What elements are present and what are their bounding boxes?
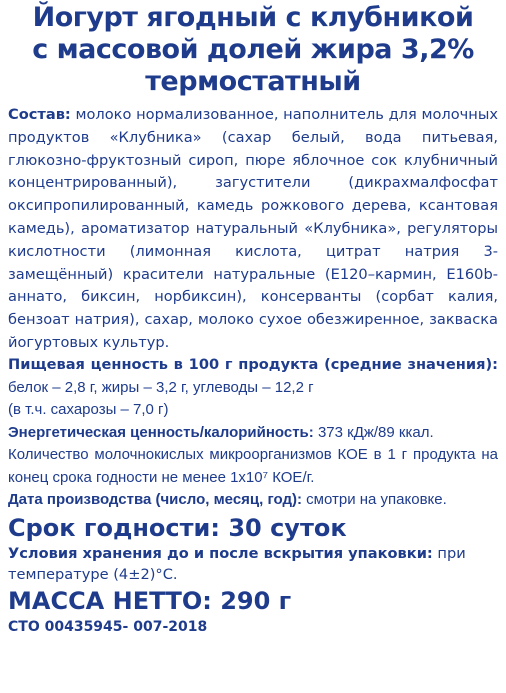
- microorganisms-text: Количество молочнокислых микроорганизмов КОЕ в 1 г продукта на конец срока годности не менее 1х10⁷ КОЕ/г.: [8, 446, 498, 486]
- nutrition-label: Пищевая ценность в 100 г продукта (средние значения):: [8, 355, 498, 373]
- composition-label: Состав:: [8, 106, 71, 123]
- standard-code: СТО 00435945- 007-2018: [8, 618, 208, 635]
- storage-label: Условия хранения до и после вскрытия упаковки:: [8, 544, 433, 562]
- nutrition-values: белок – 2,8 г, жиры – 3,2 г, углеводы – 12,2 г: [8, 378, 314, 396]
- shelf-life: Срок годности: 30 суток: [8, 513, 347, 542]
- energy-label: Энергетическая ценность/калорийность:: [8, 423, 314, 441]
- title-line-3: термостатный: [145, 66, 361, 97]
- storage-value: при температуре (4±2)°С.: [8, 544, 466, 583]
- energy-value: 373 кДж/89 ккал.: [317, 423, 434, 441]
- product-label: [0, 2, 506, 693]
- nutrition-sugar: (в т.ч. сахарозы – 7,0 г): [8, 401, 169, 419]
- product-title: [8, 2, 498, 98]
- composition-block: [8, 104, 498, 355]
- composition-text: молоко нормализованное, наполнитель для молочных продуктов «Клубника» (сахар белый, вода питьевая, глюкозно-фруктозный сироп, пюре яблочное сок клубничный концентрированный), загустители (дикрахмалфосфат оксипропилированный, камедь рожкового дерева, ксантовая камедь), ароматизатор натуральный «Клубника», регуляторы кислотности (лимонная кислота, цитрат натрия 3-замещённый) красители натуральные (Е120–кармин, Е160b-аннато, биксин, норбиксин), консерванты (сорбат калия, бензоат натрия), сахар, молоко сухое обезжиренное, закваска йогуртовых культур.: [8, 106, 498, 351]
- label-body: [8, 104, 498, 512]
- energy-block: [8, 422, 498, 445]
- storage-block: [8, 543, 498, 585]
- production-date-block: [8, 489, 498, 512]
- nutrition-block: [8, 354, 498, 422]
- title-line-2: с массовой долей жира 3,2%: [32, 34, 474, 65]
- title-line-1: Йогурт ягодный с клубникой: [32, 2, 474, 33]
- net-weight: МАССА НЕТТО: 290 г: [8, 586, 292, 615]
- production-date-value: смотри на упаковке.: [306, 491, 447, 509]
- production-date-label: Дата производства (число, месяц, год):: [8, 491, 302, 509]
